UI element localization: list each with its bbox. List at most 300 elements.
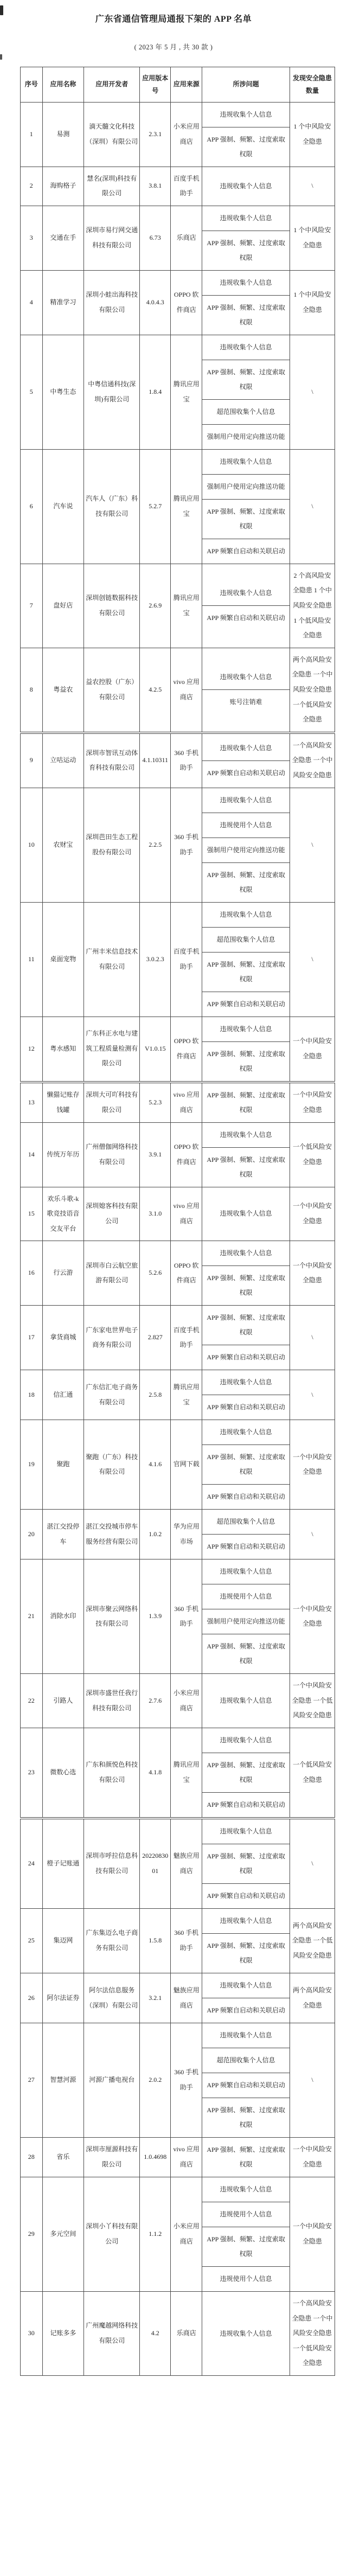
- cell-app-name: 精准学习: [42, 270, 84, 335]
- page-subtitle: ( 2023 年 5 月 , 共 30 款 ): [134, 43, 213, 51]
- cell-source: 华为应用市场: [171, 1510, 202, 1559]
- table-row: [21, 2292, 335, 2376]
- issue-item: APP 频繁自启动和关联启动: [207, 1801, 285, 1809]
- table-row: [21, 1122, 335, 1187]
- table-row: [21, 1082, 335, 1123]
- issue-item: 违规收集个人信息: [202, 1728, 290, 1753]
- table-row: [21, 1370, 335, 1420]
- table-row: [21, 788, 335, 902]
- cell-risk: 1 个中风险安全隐患: [290, 206, 335, 270]
- cell-developer: 聚跑（广东）科技有限公司: [84, 1420, 140, 1510]
- cell-source: OPPO 软件商店: [171, 1017, 202, 1082]
- cell-developer: 深圳市白云航空旅游有限公司: [84, 1241, 140, 1306]
- cell-app-name: 阿尔法证券: [42, 1973, 84, 2023]
- cell-issues: [202, 1728, 290, 1819]
- column-header: 应用名称: [42, 67, 84, 103]
- table-row: [21, 449, 335, 564]
- cell-issues: [202, 564, 290, 648]
- cell-app-name: 消除水印: [42, 1559, 84, 1674]
- cell-no: 8: [21, 648, 43, 732]
- issue-item: 违规收集个人信息: [202, 1909, 290, 1934]
- cell-developer: 滴天髓文化科技（深圳）有限公司: [84, 102, 140, 167]
- issue-item: 违规收集个人信息: [202, 103, 290, 127]
- cell-version: 1.0.2: [140, 1510, 171, 1559]
- cell-risk: 两个高风险安全隐患 一个中风险安全隐患 一个低风险安全隐患: [290, 648, 335, 732]
- table-row: [21, 102, 335, 167]
- cell-developer: 广州丰米信息技术有限公司: [84, 902, 140, 1017]
- cell-no: 17: [21, 1306, 43, 1370]
- issue-item: 违规使用个人信息: [220, 2275, 272, 2283]
- issue-item: 违规收集个人信息: [220, 1697, 272, 1705]
- issue-item: APP 强制、频繁、过度索取权限: [202, 1306, 290, 1345]
- cell-version: 1.8.4: [140, 335, 171, 449]
- issue-item: APP 频繁自启动和关联启动: [207, 1493, 285, 1501]
- cell-risk: 一个中风险安全隐患 一个低风险安全隐患: [290, 1674, 335, 1728]
- issue-item: APP 强制、频繁、过度索取权限: [207, 1642, 285, 1665]
- cell-developer: 深圳大可吖科技有限公司: [84, 1082, 140, 1123]
- issue-item: APP 频繁自启动和关联启动: [207, 614, 285, 622]
- cell-no: 5: [21, 335, 43, 449]
- issue-item: APP 强制、频繁、过度索取权限: [207, 1274, 285, 1297]
- cell-issues: [202, 902, 290, 1017]
- cell-developer: 慧名(深圳)科技有限公司: [84, 167, 140, 206]
- cell-no: 4: [21, 270, 43, 335]
- cell-version: 4.2.5: [140, 648, 171, 732]
- cell-no: 28: [21, 2138, 43, 2177]
- cell-version: 5.2.7: [140, 449, 171, 564]
- table-row: [21, 1818, 335, 1909]
- cell-developer: 广东信汇电子商务有限公司: [84, 1370, 140, 1420]
- table-row: [21, 2177, 335, 2292]
- cell-developer: 深圳芭田生态工程股份有限公司: [84, 788, 140, 902]
- cell-risk: \: [290, 1510, 335, 1559]
- cell-source: 360 手机助手: [171, 1559, 202, 1674]
- issue-item: APP 强制、频繁、过度索取权限: [207, 871, 285, 893]
- cell-no: 19: [21, 1420, 43, 1510]
- cell-no: 3: [21, 206, 43, 270]
- cell-issues: [202, 167, 290, 206]
- table-row: [21, 1559, 335, 1674]
- issue-item: 违规使用个人信息: [202, 813, 290, 838]
- cell-version: 1.0.4698: [140, 2138, 171, 2177]
- cell-risk: 两个高风险安全隐患 一个低风险安全隐患: [290, 1909, 335, 1973]
- issue-item: 违规收集个人信息: [202, 1559, 290, 1584]
- cell-app-name: 行云游: [42, 1241, 84, 1306]
- cell-app-name: 集迈网: [42, 1909, 84, 1973]
- cell-risk: 一个中风险安全隐患: [290, 2138, 335, 2177]
- cell-risk: \: [290, 449, 335, 564]
- issue-item: APP 频繁自启动和关联启动: [202, 2073, 290, 2098]
- issue-item: 违规收集个人信息: [220, 1210, 272, 1218]
- cell-developer: 深圳市智讯互动体育科技有限公司: [84, 733, 140, 788]
- issue-item: 违规收集个人信息: [202, 1241, 290, 1266]
- cell-risk: 一个中风险安全隐患: [290, 2177, 335, 2292]
- cell-risk: 一个中风险安全隐患: [290, 1082, 335, 1123]
- cell-risk: 一个中风险安全隐患: [290, 1241, 335, 1306]
- issue-item: APP 强制、频繁、过度索取权限: [202, 1445, 290, 1485]
- issue-item: 强制用户使用定向推送功能: [202, 475, 290, 500]
- cell-app-name: 多元空间: [42, 2177, 84, 2292]
- cell-no: 7: [21, 564, 43, 648]
- cell-source: vivo 应用商店: [171, 1082, 202, 1123]
- issue-item: APP 频繁自启动和关联启动: [207, 547, 285, 555]
- cell-issues: [202, 449, 290, 564]
- table-row: [21, 270, 335, 335]
- cell-source: OPPO 软件商店: [171, 1241, 202, 1306]
- cell-issues: [202, 1187, 290, 1241]
- cell-version: 5.2.6: [140, 1241, 171, 1306]
- table-row: [21, 2023, 335, 2138]
- issue-item: 违规收集个人信息: [202, 271, 290, 296]
- cell-version: 2.6.9: [140, 564, 171, 648]
- cell-no: 25: [21, 1909, 43, 1973]
- cell-source: OPPO 软件商店: [171, 1122, 202, 1187]
- issue-item: APP 频繁自启动和关联启动: [207, 1543, 285, 1551]
- cell-version: 4.1.10311: [140, 733, 171, 788]
- issue-item: 违规收集个人信息: [202, 335, 290, 360]
- cell-developer: 深圳市呼拉信息科技有限公司: [84, 1818, 140, 1909]
- cell-source: 官网下载: [171, 1420, 202, 1510]
- cell-app-name: 易测: [42, 102, 84, 167]
- cell-app-name: 农财宝: [42, 788, 84, 902]
- cell-issues: [202, 788, 290, 902]
- cell-developer: 深圳市厘源科技有限公司: [84, 2138, 140, 2177]
- issue-item: APP 强制、频繁、过度索取权限: [207, 1942, 285, 1965]
- issue-item: 违规收集个人信息: [202, 1420, 290, 1445]
- cell-source: 小米应用商店: [171, 102, 202, 167]
- issue-item: APP 强制、频繁、过度索取权限: [202, 2227, 290, 2267]
- table-row: [21, 2138, 335, 2177]
- issue-item: 账号注销难: [229, 698, 262, 706]
- issue-item: APP 频繁自启动和关联启动: [207, 1000, 285, 1008]
- cell-app-name: 智慧河源: [42, 2023, 84, 2138]
- cell-developer: 阿尔法信息服务（深圳）有限公司: [84, 1973, 140, 2023]
- cell-source: 魅族应用商店: [171, 1818, 202, 1909]
- issue-item: 强制用户使用定向推送功能: [202, 1609, 290, 1634]
- cell-issues: [202, 1370, 290, 1420]
- cell-developer: 广东科正水电与建筑工程质量检测有限公司: [84, 1017, 140, 1082]
- issue-item: 违规收集个人信息: [202, 581, 290, 606]
- table-row: [21, 1187, 335, 1241]
- cell-risk: 一个高风险安全隐患 一个中风险安全隐患: [290, 733, 335, 788]
- cell-developer: 广东集迈么电子商务有限公司: [84, 1909, 140, 1973]
- cell-issues: [202, 1082, 290, 1123]
- column-header: 应用来源: [171, 67, 202, 103]
- cell-source: 乐商店: [171, 2292, 202, 2376]
- cell-app-name: 引路人: [42, 1674, 84, 1728]
- cell-issues: [202, 1818, 290, 1909]
- cell-no: 1: [21, 102, 43, 167]
- cell-version: 3.8.1: [140, 167, 171, 206]
- cell-source: 腾讯应用宝: [171, 335, 202, 449]
- issue-item: APP 强制、频繁、过度索取权限: [207, 135, 285, 158]
- cell-developer: 深圳市易行网交通科技有限公司: [84, 206, 140, 270]
- cell-developer: 汽车人（广东）科技有限公司: [84, 449, 140, 564]
- cell-risk: 一个中风险安全隐患: [290, 1017, 335, 1082]
- column-header: 应用版本号: [140, 67, 171, 103]
- issue-item: 强制用户使用定向推送功能: [207, 432, 285, 440]
- issue-item: 违规收集个人信息: [202, 1973, 290, 1998]
- cell-issues: [202, 2292, 290, 2376]
- cell-risk: \: [290, 788, 335, 902]
- table-row: [21, 167, 335, 206]
- cell-no: 16: [21, 1241, 43, 1306]
- cell-source: OPPO 软件商店: [171, 270, 202, 335]
- cell-no: 11: [21, 902, 43, 1017]
- table-row: [21, 902, 335, 1017]
- cell-developer: 广州僧伽网络科技有限公司: [84, 1122, 140, 1187]
- issue-item: 违规收集个人信息: [202, 206, 290, 231]
- cell-source: vivo 应用商店: [171, 648, 202, 732]
- cell-risk: 一个中风险安全隐患: [290, 1559, 335, 1674]
- cell-issues: [202, 102, 290, 167]
- cell-no: 26: [21, 1973, 43, 2023]
- cell-version: 4.2: [140, 2292, 171, 2376]
- cell-app-name: 粤水感知: [42, 1017, 84, 1082]
- cell-developer: 湛江交投城市停车服务经营有限公司: [84, 1510, 140, 1559]
- cell-app-name: 欢乐斗歌-k歌竞技语音交友平台: [42, 1187, 84, 1241]
- cell-source: 360 手机助手: [171, 2023, 202, 2138]
- issue-item: 违规收集个人信息: [220, 182, 272, 190]
- cell-issues: [202, 1017, 290, 1082]
- cell-issues: [202, 2138, 290, 2177]
- cell-developer: 深圳市聚云网络科技有限公司: [84, 1559, 140, 1674]
- table-row: [21, 564, 335, 648]
- issue-item: 违规收集个人信息: [202, 1370, 290, 1395]
- cell-issues: [202, 648, 290, 732]
- cell-issues: [202, 1122, 290, 1187]
- cell-no: 14: [21, 1122, 43, 1187]
- cell-app-name: 懒猫记账存钱罐: [42, 1082, 84, 1123]
- table-row: [21, 1510, 335, 1559]
- cell-source: 百度手机助手: [171, 902, 202, 1017]
- cell-no: 15: [21, 1187, 43, 1241]
- column-header: 序号: [21, 67, 43, 103]
- cell-source: 小米应用商店: [171, 2177, 202, 2292]
- cell-issues: [202, 2023, 290, 2138]
- issue-item: 违规收集个人信息: [202, 665, 290, 690]
- issue-item: 违规收集个人信息: [202, 736, 290, 761]
- cell-no: 29: [21, 2177, 43, 2292]
- cell-developer: 深圳媳客科技有限公司: [84, 1187, 140, 1241]
- issue-item: APP 强制、频繁、过度索取权限: [207, 1091, 285, 1114]
- cell-app-name: 橙子记账通: [42, 1818, 84, 1909]
- cell-risk: 1 个中风险安全隐患: [290, 270, 335, 335]
- cell-version: 1.5.8: [140, 1909, 171, 1973]
- cell-no: 21: [21, 1559, 43, 1674]
- cell-version: 2.7.6: [140, 1674, 171, 1728]
- cell-issues: [202, 1559, 290, 1674]
- cell-source: 乐商店: [171, 206, 202, 270]
- cell-version: 2.5.8: [140, 1370, 171, 1420]
- cell-version: 3.2.1: [140, 1973, 171, 2023]
- cell-version: 3.9.1: [140, 1122, 171, 1187]
- header-row: [21, 67, 335, 103]
- cell-no: 30: [21, 2292, 43, 2376]
- table-row: [21, 1674, 335, 1728]
- cell-developer: 中粤信通科技(深圳)有限公司: [84, 335, 140, 449]
- cell-app-name: 省乐: [42, 2138, 84, 2177]
- issue-item: 超范围收集个人信息: [202, 1510, 290, 1535]
- cell-risk: \: [290, 1306, 335, 1370]
- cell-developer: 深圳市盛世任我行科技有限公司: [84, 1674, 140, 1728]
- cell-version: 2.827: [140, 1306, 171, 1370]
- cell-app-name: 中粤生态: [42, 335, 84, 449]
- table-body: [21, 102, 335, 2375]
- scan-artifact: [0, 5, 3, 15]
- issue-item: APP 强制、频繁、过度索取权限: [207, 1050, 285, 1072]
- table-row: [21, 335, 335, 449]
- cell-app-name: 聚跑: [42, 1420, 84, 1510]
- issue-item: APP 频繁自启动和关联启动: [207, 1403, 285, 1411]
- cell-developer: 深圳小丫科技有限公司: [84, 2177, 140, 2292]
- page-title: 广东省通信管理局通报下架的 APP 名单: [95, 15, 252, 24]
- issue-item: APP 强制、频繁、过度索取权限: [202, 953, 290, 992]
- cell-risk: \: [290, 335, 335, 449]
- cell-app-name: 粤益农: [42, 648, 84, 732]
- cell-risk: \: [290, 1370, 335, 1420]
- column-header: 应用开发者: [84, 67, 140, 103]
- cell-source: 魅族应用商店: [171, 1973, 202, 2023]
- cell-version: 1.3.9: [140, 1559, 171, 1674]
- cell-source: 360 手机助手: [171, 1909, 202, 1973]
- cell-app-name: 传统万年历: [42, 1122, 84, 1187]
- table-row: [21, 648, 335, 732]
- cell-source: vivo 应用商店: [171, 2138, 202, 2177]
- issue-item: APP 强制、频繁、过度索取权限: [207, 2146, 285, 2169]
- cell-no: 10: [21, 788, 43, 902]
- column-header: 发现安全隐患数量: [290, 67, 335, 103]
- cell-app-name: 拿货商城: [42, 1306, 84, 1370]
- table-row: [21, 1909, 335, 1973]
- cell-no: 9: [21, 733, 43, 788]
- issue-item: APP 强制、频繁、过度索取权限: [207, 303, 285, 326]
- cell-no: 27: [21, 2023, 43, 2138]
- cell-issues: [202, 1909, 290, 1973]
- cell-version: 5.2.3: [140, 1082, 171, 1123]
- cell-no: 6: [21, 449, 43, 564]
- cell-app-name: 立咕运动: [42, 733, 84, 788]
- cell-version: 1.1.2: [140, 2177, 171, 2292]
- cell-risk: \: [290, 2023, 335, 2138]
- issue-item: APP 强制、频繁、过度索取权限: [207, 2106, 285, 2129]
- table-row: [21, 1728, 335, 1819]
- cell-app-name: 记账多多: [42, 2292, 84, 2376]
- cell-source: 小米应用商店: [171, 1674, 202, 1728]
- column-header: 所涉问题: [202, 67, 290, 103]
- issue-item: APP 强制、频繁、过度索取权限: [207, 1155, 285, 1178]
- issue-item: APP 强制、频繁、过度索取权限: [202, 1753, 290, 1793]
- table-header: [21, 67, 335, 103]
- cell-source: 腾讯应用宝: [171, 449, 202, 564]
- issue-item: 超范围收集个人信息: [202, 400, 290, 425]
- cell-source: 百度手机助手: [171, 167, 202, 206]
- table-row: [21, 1017, 335, 1082]
- cell-source: 360 手机助手: [171, 788, 202, 902]
- issue-item: 违规收集个人信息: [202, 2023, 290, 2048]
- cell-version: 2.3.1: [140, 102, 171, 167]
- issue-item: APP 强制、频繁、过度索取权限: [202, 1844, 290, 1884]
- cell-version: V1.0.15: [140, 1017, 171, 1082]
- issue-item: 超范围收集个人信息: [202, 2048, 290, 2073]
- cell-risk: 一个低风险安全隐患: [290, 1122, 335, 1187]
- cell-issues: [202, 1306, 290, 1370]
- issue-item: 违规收集个人信息: [220, 2329, 272, 2337]
- issue-item: APP 强制、频繁、过度索取权限: [202, 500, 290, 539]
- cell-app-name: 交通在手: [42, 206, 84, 270]
- issue-item: 违规使用个人信息: [202, 2202, 290, 2227]
- cell-source: vivo 应用商店: [171, 1187, 202, 1241]
- issue-item: 违规收集个人信息: [202, 1017, 290, 1042]
- issue-item: APP 频繁自启动和关联启动: [207, 2006, 285, 2015]
- table-row: [21, 1420, 335, 1510]
- table-row: [21, 206, 335, 270]
- cell-version: 2022083001: [140, 1818, 171, 1909]
- cell-no: 20: [21, 1510, 43, 1559]
- cell-no: 12: [21, 1017, 43, 1082]
- cell-issues: [202, 270, 290, 335]
- cell-risk: 2 个高风险安全隐患 1 个中风险安全隐患 1 个低风险安全隐患: [290, 564, 335, 648]
- cell-source: 腾讯应用宝: [171, 564, 202, 648]
- cell-version: 2.2.5: [140, 788, 171, 902]
- cell-risk: \: [290, 167, 335, 206]
- issue-item: 违规使用个人信息: [202, 1584, 290, 1609]
- issue-item: 违规收集个人信息: [202, 788, 290, 813]
- table-row: [21, 1241, 335, 1306]
- issue-item: 违规收集个人信息: [202, 450, 290, 475]
- cell-risk: \: [290, 1818, 335, 1909]
- issue-item: APP 强制、频繁、过度索取权限: [207, 239, 285, 261]
- cell-issues: [202, 1510, 290, 1559]
- cell-developer: 深圳小蛙出海科技有限公司: [84, 270, 140, 335]
- cell-version: 4.1.8: [140, 1728, 171, 1819]
- scan-artifact: [0, 54, 2, 60]
- cell-app-name: 微数心选: [42, 1728, 84, 1819]
- table-row: [21, 733, 335, 788]
- cell-app-name: 湛江交投停车: [42, 1510, 84, 1559]
- cell-developer: 广州魔越网络科技有限公司: [84, 2292, 140, 2376]
- cell-version: 4.0.4.3: [140, 270, 171, 335]
- cell-risk: 1 个中风险安全隐患: [290, 102, 335, 167]
- cell-risk: 一个高风险安全隐患 一个中风险安全隐患 一个低风险安全隐患: [290, 2292, 335, 2376]
- cell-app-name: 信汇通: [42, 1370, 84, 1420]
- issue-item: APP 强制、频繁、过度索取权限: [202, 360, 290, 400]
- cell-source: 360 手机助手: [171, 733, 202, 788]
- issue-item: APP 频繁自启动和关联启动: [207, 1892, 285, 1900]
- cell-version: 4.1.6: [140, 1420, 171, 1510]
- issue-item: 违规收集个人信息: [202, 1123, 290, 1148]
- cell-app-name: 盘好店: [42, 564, 84, 648]
- cell-risk: 一个中风险安全隐患: [290, 1420, 335, 1510]
- cell-app-name: 桌面宠物: [42, 902, 84, 1017]
- cell-issues: [202, 2177, 290, 2292]
- cell-risk: 一个低风险安全隐患: [290, 1728, 335, 1819]
- cell-issues: [202, 1241, 290, 1306]
- issue-item: APP 频繁自启动和关联启动: [207, 1353, 285, 1361]
- cell-app-name: 汽车说: [42, 449, 84, 564]
- cell-source: 百度手机助手: [171, 1306, 202, 1370]
- cell-no: 23: [21, 1728, 43, 1819]
- issue-item: APP 频繁自启动和关联启动: [207, 769, 285, 777]
- cell-issues: [202, 1674, 290, 1728]
- issue-item: 强制用户使用定向推送功能: [202, 838, 290, 863]
- cell-app-name: 海购格子: [42, 167, 84, 206]
- cell-no: 13: [21, 1082, 43, 1123]
- cell-issues: [202, 733, 290, 788]
- cell-developer: 广东和颜悦色科技有限公司: [84, 1728, 140, 1819]
- table-row: [21, 1973, 335, 2023]
- issue-item: 超范围收集个人信息: [202, 928, 290, 953]
